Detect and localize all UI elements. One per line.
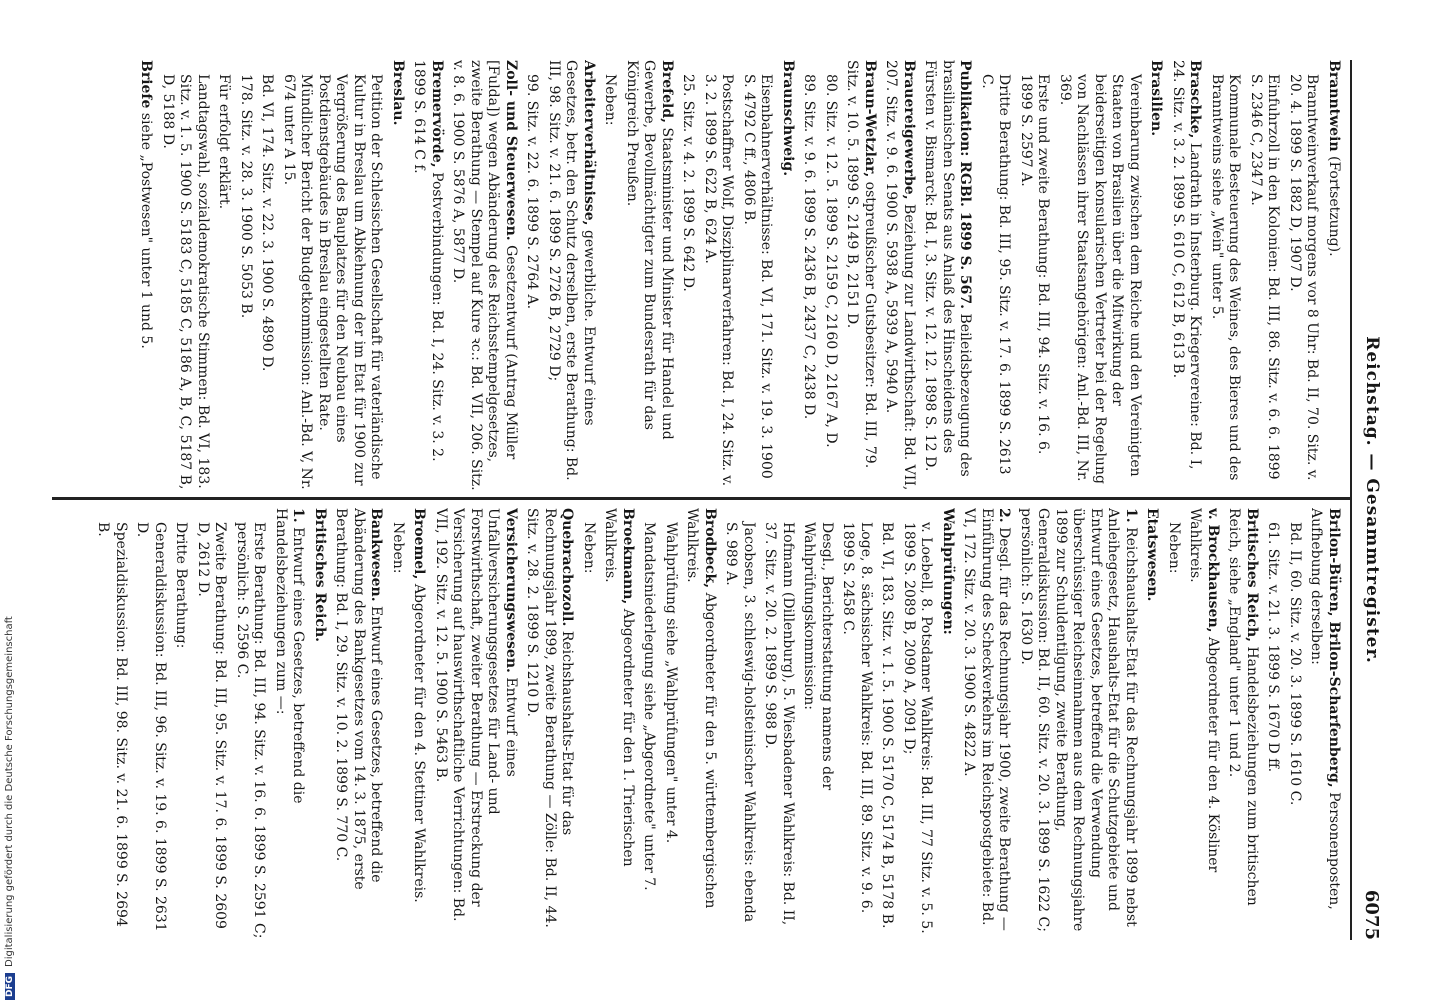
entry-headword: Bankwesen. (368, 508, 385, 602)
index-entry (640, 522, 658, 940)
index-entry (545, 60, 598, 492)
entry-text: Abgeordneter für den 5. württembergischen Wahlkreis. (684, 508, 718, 909)
index-entry (1264, 522, 1282, 940)
index-entry (740, 74, 775, 492)
index-entry (1186, 508, 1221, 940)
entry-text: Generaldiskussion: Bd. III, 96. Sitz. v. 19. 6. 1899 S. 2631 D. (134, 522, 168, 932)
entry-text: Postschaffner Wolf, Disziplinarverfahren: Bd. I, 24. Sitz. v. 3. 2. 1899 S. 622 B, 624 A. (702, 74, 736, 487)
index-entry (258, 74, 276, 492)
index-entry (900, 522, 935, 940)
index-entry (601, 508, 636, 940)
entry-text: Hofmann (Dillenburg), 5. Wiesbadener Wahlkreis: Bd. II, 37. Sitz. v. 20. 2. 1899 S. 988 D. (762, 522, 796, 926)
entry-headword: Brodbeck, (702, 508, 718, 589)
index-entry (978, 74, 1013, 492)
entry-headword: Zoll- und Steuerwesen. (503, 60, 519, 241)
index-entry (843, 60, 878, 492)
index-entry (389, 60, 407, 492)
entry-headword: Braunschweig. (780, 60, 796, 177)
entry-headword: Braun-Wetzlar, (862, 60, 878, 178)
entry-text: Postverbindungen: Bd. I, 24. Sitz. v. 3. 2. 1899 S. 614 C f. (411, 60, 445, 462)
index-entry (194, 522, 229, 940)
index-entry (1169, 60, 1204, 492)
entry-text: Vereinbarung zwischen dem Reiche und den Vereinigten Staaten von Brasilien über die Mitwirkung der beiderseitigen konsularischen Vertreter bei der Regelung von Nachlässen ihrer Staatsangehörigen: Anl.-Bd. III, Nr. 369. (1057, 74, 1143, 484)
index-entry (172, 522, 190, 940)
entry-text: Spezialdiskussion: Bd. III, 98. Sitz. v. 21. 6. 1899 S. 2694 B. (95, 522, 129, 927)
index-entry (215, 74, 233, 492)
index-entry (389, 522, 407, 940)
entry-headword: Broekmann, (620, 508, 636, 605)
entry-text: Loge, 8. sächsischer Wahlkreis: Bd. III, 89. Sitz. v. 9. 6. 1899 S. 2458 C. (840, 522, 874, 914)
entry-headword: Brilon-Büren, Brilon-Scharfenberg, (1326, 508, 1342, 788)
entry-text: Jacobsen, 3. schleswig-holsteinischer Wahlkreis: ebenda S. 989 A. (723, 522, 757, 923)
entry-headword: v. Brockhausen, (1205, 508, 1221, 633)
entry-text: Reichshaushalts-Etat für das Rechnungsjahr 1899 nebst Anleihegesetz, Haushalts-Etat für die Schutzgebiete und Entwurf eines Gesetzes, betreffend die Verwendung überschüssiger Reichseinnahmen aus dem Rechnungsjahre 1899 zur Schuldentilgung, zweite Berathung, Generaldiskussion: Bd. II, 60. Sitz. v. 20. 3. 1899 S. 1622 C; persönlich: S. 1630 D. (1018, 508, 1139, 932)
digitization-credit (4, 10, 18, 1000)
entry-text: v. Loebell, 8. Potsdamer Wahlkreis: Bd. III, 77 Sitz. v. 5. 5. 1899 S. 2089 B, 2090 A, 2091 D; (901, 522, 935, 934)
entry-text: Neben: (390, 522, 406, 574)
header-rule (1350, 60, 1352, 940)
entry-text: Neben: (602, 74, 619, 126)
index-entry (882, 60, 917, 492)
entry-text: Beziehung zur Landwirthschaft: Bd. VII, 207. Sitz. v. 9. 6. 1900 S. 5938 A, 5939 A, 5940 A. (883, 60, 917, 491)
index-entry (137, 60, 155, 492)
entry-text: Landrath in Insterburg. Kriegervereine: Bd. I, 24. Sitz. v. 3. 2. 1899 S. 610 C, 612 B, 613 B. (1170, 60, 1204, 470)
entry-text: Handelsbeziehungen zum britischen Reich, siehe „England" unter 1 und 2. (1226, 508, 1260, 906)
entry-headword: Briefe (138, 60, 155, 109)
entry-headword: Brasilien. (1148, 60, 1165, 137)
index-entry (683, 508, 718, 940)
index-entry (159, 74, 212, 492)
index-entry (839, 522, 874, 940)
running-header (1356, 60, 1382, 940)
index-entry (449, 60, 519, 492)
index-entry (822, 74, 840, 492)
entry-headword: 2. (996, 508, 1013, 523)
index-entry (1225, 508, 1260, 940)
entry-text: Bd. VI, 174. Sitz. v. 22. 3. 1900 S. 4890 D. (259, 74, 276, 372)
entry-headword: Versicherungswesen. (503, 508, 519, 673)
entry-text: Dritte Berathung: Bd. III, 95. Sitz. v. 17. 6. 1899 S. 2613 C. (979, 74, 1013, 475)
entry-text: Desgl. für das Rechnungsjahr 1900, zweite Berathung — Einführung des Scheckverkehrs im Reichspostgebiete: Bd. VI, 172. Sitz. v. 20. 3. 1900 S. 4822 A. (961, 508, 1013, 931)
index-entry (1208, 74, 1243, 492)
index-entry (800, 74, 818, 492)
entry-headword: Quebrachozoll. (559, 508, 576, 627)
index-entry (1017, 508, 1140, 940)
index-entry (761, 522, 796, 940)
entry-text: Entwurf eines Gesetzes, betreffend die Handelsbeziehungen zum —: (273, 508, 307, 804)
entry-text: 99. Sitz. v. 22. 6. 1899 S. 2764 A. (524, 74, 541, 310)
entry-text: Beileidsbezeugung des brasilianischen Senats aus Anlaß des Hinscheidens des Fürsten v. Bismarck: Bd. I, 3. Sitz. v. 12. 12. 1898 S. 12 D. (922, 60, 974, 477)
index-entry (1286, 522, 1304, 940)
index-entry (280, 74, 385, 492)
index-entry (580, 522, 598, 940)
entry-text: Desgl., Berichterstattung namens der Wahlprüfungskommission: (801, 522, 835, 791)
index-entry (332, 508, 385, 940)
index-entry (1147, 60, 1165, 492)
index-entry (800, 522, 835, 940)
index-entry (1017, 74, 1052, 492)
index-entry (432, 508, 520, 940)
entry-headword: 1. (1123, 508, 1139, 523)
index-entry (94, 522, 129, 940)
entry-text: Erste Berathung: Bd. III, 94. Sitz. v. 16. 6. 1899 S. 2591 C; persönlich: S. 2596 C. (234, 522, 268, 939)
entry-text: Abgeordneter für den 1. Trierischen Wahlkreis. (602, 508, 636, 867)
index-entry (523, 508, 576, 940)
index-entry (878, 522, 896, 940)
index-entry (523, 74, 541, 492)
index-entry (272, 508, 307, 940)
index-entry (722, 522, 757, 940)
entry-text: Erste und zweite Berathung: Bd. III, 94. Sitz. v. 16. 6. 1899 S. 2597 A. (1018, 74, 1052, 455)
entry-text: Abgeordneter für den 4. Stettiner Wahlkreis. (411, 583, 428, 903)
entry-text: Bd. VI, 183. Sitz. v. 1. 5. 1900 S. 5170 C, 5174 B, 5178 B. (879, 522, 896, 929)
index-entry (410, 508, 428, 940)
entry-text: gewerbliche. Entwurf eines Gesetzes, betr. den Schutz derselben, erste Berathung: Bd. III, 98. Sitz. v. 21. 6. 1899 S. 2726 B, 2729 D; (546, 60, 597, 481)
entry-text: Neben: (1166, 522, 1182, 574)
entry-headword: Britisches Reich. (312, 508, 328, 642)
entry-headword: Brauereigewerbe, (901, 60, 917, 200)
index-entry (233, 522, 268, 940)
entry-text: Für erfolgt erklärt. (216, 74, 233, 210)
entry-text: 25. Sitz. v. 4. 2. 1899 S. 642 D. (680, 74, 697, 292)
entry-text: (Fortsetzung). (1326, 156, 1342, 257)
index-entry (133, 522, 168, 940)
entry-text: Gesetzentwurf (Antrag Müller [Fulda]) wegen Abänderung des Reichsstempelgesetzes, zweite Berathung — Stempel auf Kure ꝛc.: Bd. VII, 206. Sitz. v. 8. 6. 1900 S. 5876 A, 5877 D. (450, 60, 519, 491)
index-entry (311, 508, 329, 940)
entry-headword: Brefeld, (659, 60, 675, 124)
entry-headword: Broemel, (411, 508, 428, 580)
entry-text: Mandatsniederlegung siehe „Abgeordnete" unter 7. (641, 522, 658, 891)
index-entry (237, 74, 255, 492)
entry-headword: Arbeiterverhältnisse, (581, 60, 597, 226)
entry-text: 89. Sitz. v. 9. 6. 1899 S. 2436 B, 2437 C, 2438 D. (801, 74, 818, 420)
entry-headword: Etatswesen. (1144, 508, 1161, 602)
entry-text: Dritte Berathung: (173, 522, 190, 649)
index-entry (1307, 508, 1342, 940)
index-entry (410, 60, 445, 492)
entry-text: Kommunale Besteuerung des Weines, des Bieres und des Branntweins siehe „Wein" unter 5. (1209, 74, 1243, 481)
entry-text: Abgeordneter für den 4. Kösliner Wahlkreis. (1187, 508, 1221, 873)
index-entry (779, 60, 797, 492)
index-entry (623, 60, 676, 492)
right-column (52, 508, 1342, 940)
entry-text: Staatsminister und Minister für Handel und Gewerbe, Bevollmächtigter zum Bundesrath für das Königreich Preußen. (624, 60, 675, 440)
page-number: 6075 (1361, 889, 1382, 940)
entry-text: Personenposten, Aufhebung derselben: (1308, 508, 1342, 910)
index-entry (1325, 60, 1343, 492)
digitization-credit-text: Digitalisierung gefördert durch die Deutsche Forschungsgemeinschaft (4, 616, 15, 967)
index-entry (601, 74, 619, 492)
entry-text: Entwurf eines Gesetzes, betreffend die Abänderung des Bankgesetzes vom 14. 3. 1875, erste Berathung: Bd. I, 29. Sitz. v. 10. 2. 1899 S. 770 C. (333, 508, 385, 890)
index-entry (1165, 522, 1183, 940)
entry-text: Branntweinverkauf morgens vor 8 Uhr: Bd. II, 70. Sitz. v. 20. 4. 1899 S. 1882 D, 1907 D. (1287, 74, 1321, 481)
entry-headword: Branntwein (1326, 60, 1342, 152)
page-title: Reichstag. — Gesammtregister. (1362, 336, 1382, 664)
index-entry (921, 60, 974, 492)
index-entry (662, 522, 680, 940)
index-entry (960, 508, 1013, 940)
entry-text: Entwurf eines Unfallversicherungsgesetzes für Land- und Forstwirthschaft, zweiter Berathung — Erstreckung der Versicherung auf hauswirthschaftliche Verrichtungen: Bd. VII, 192. Sitz. v. 12. 5. 1900 S. 5463 B. (433, 508, 519, 922)
entry-text: Wahlprüfung siehe „Wahlprüfungen" unter 4. (663, 522, 679, 844)
index-entry (679, 74, 697, 492)
index-entry (1286, 74, 1321, 492)
index-entry (939, 508, 957, 940)
entry-text: Zweite Berathung: Bd. III, 95. Sitz. v. 17. 6. 1899 S. 2609 D, 2612 D. (195, 522, 229, 929)
index-entry (1143, 508, 1161, 940)
entry-text: Petition der Schlesischen Gesellschaft für vaterländische Kultur in Breslau um Abkehnung der im Etat für 1900 zur Vergrößerung des Bauplatzes für den Neubau eines Postdienstgebäudes in Breslau eingestellten Rate. Mündlicher Bericht der Budgetkommission: Anl.-Bd. V, Nr. 674 unter A 15. (281, 74, 385, 490)
entry-text: siehe „Postwesen" unter 1 und 5. (138, 112, 155, 349)
left-column (52, 60, 1342, 492)
index-entry (1247, 74, 1282, 492)
dfg-logo: DFG (5, 973, 15, 1000)
entry-headword: Braschke, (1187, 60, 1204, 139)
entry-text: Neben: (581, 522, 597, 574)
entry-text: Landtagswahl, sozialdemokratische Stimmen: Bd. VI, 183. Sitz. v. 1. 5. 1900 S. 5183 C, 5185 C, 5186 A, B, C, 5187 B, D, 5188 D. (160, 74, 211, 490)
entry-headword: Bremervörde, (429, 60, 445, 168)
entry-headword: Wahlprüfungen: (940, 508, 956, 635)
index-entry (1056, 74, 1144, 492)
entry-headword: Publikation: RGBl. 1899 S. 567. (957, 60, 974, 310)
entry-text: Einfuhrzoll in den Kolonien: Bd. III, 86. Sitz. v. 6. 6. 1899 S. 2346 C, 2347 A. (1248, 74, 1282, 480)
entry-text: Bd. II, 60. Sitz. v. 20. 3. 1899 S. 1610 C. (1287, 522, 1303, 806)
index-entry (701, 74, 736, 492)
entry-headword: 1. (290, 508, 307, 523)
entry-text: Reichshaushalts-Etat für das Rechnungsjahr 1899, zweite Berathung — Zölle: Bd. II, 44. Sitz. v. 28. 2. 1899 S. 1210 D. (524, 508, 576, 928)
entry-text: 80. Sitz. v. 12. 5. 1899 S. 2159 C, 2160 D, 2167 A, D. (823, 74, 839, 448)
column-divider (52, 497, 1352, 500)
entry-text: Eisenbahnerverhältnisse: Bd. VI, 171. Sitz. v. 19. 3. 1900 S. 4792 C ff., 4806 B. (741, 74, 775, 479)
entry-text: 61. Sitz. v. 21. 3. 1899 S. 1670 D ff. (1265, 522, 1282, 773)
entry-headword: Breslau. (390, 60, 406, 126)
entry-text: 178. Sitz. v. 28. 3. 1900 S. 5053 B. (238, 74, 254, 319)
entry-text: ostpreußischer Gutsbesitzer: Bd. III, 79. Sitz. v. 10. 5. 1899 S. 2149 B, 2151 D. (844, 60, 878, 469)
entry-headword: Britisches Reich, (1244, 508, 1260, 642)
